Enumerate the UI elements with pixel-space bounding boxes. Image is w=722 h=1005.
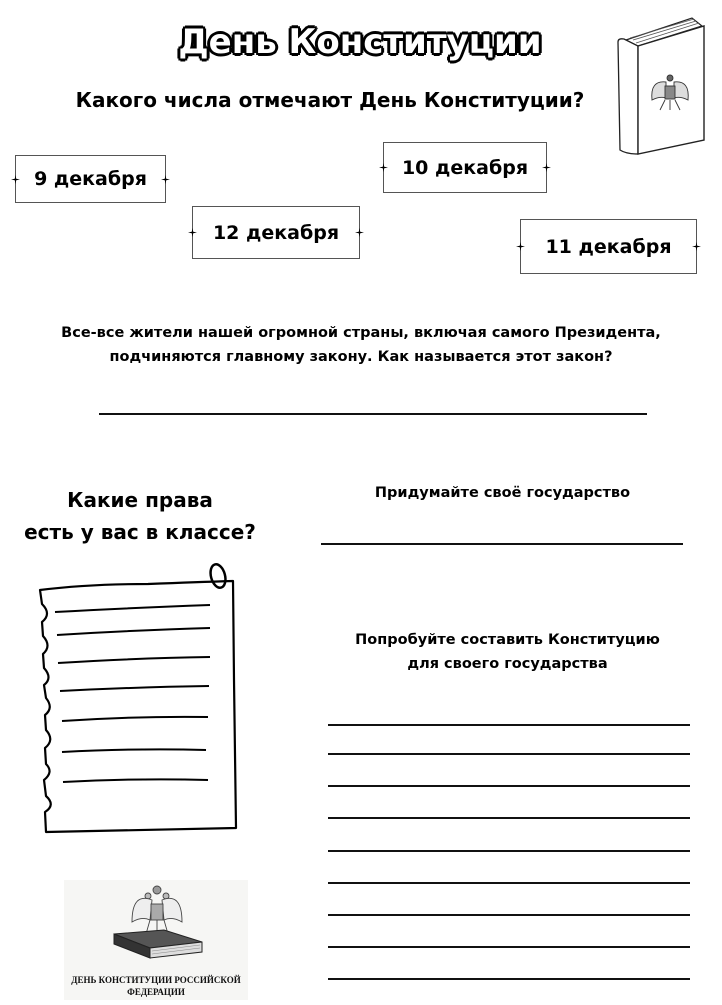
constitution-heading xyxy=(320,628,695,676)
coat-of-arms-icon xyxy=(102,882,212,964)
rights-heading xyxy=(10,484,270,548)
law-question xyxy=(40,321,682,369)
sparkle-icon xyxy=(11,175,20,184)
answer-option-11-december[interactable] xyxy=(520,219,697,274)
constitution-line[interactable] xyxy=(328,724,690,726)
sparkle-icon xyxy=(355,228,364,237)
sparkle-icon xyxy=(379,163,388,172)
law-answer-line[interactable] xyxy=(99,413,647,415)
answer-option-9-december[interactable] xyxy=(15,155,166,203)
law-question-line-1: Все-все жители нашей огромной страны, включая самого Президента, xyxy=(61,325,661,341)
law-question-line-2: подчиняются главному закону. Как называется этот закон? xyxy=(109,349,613,365)
sparkle-icon xyxy=(161,175,170,184)
constitution-line[interactable] xyxy=(328,785,690,787)
answer-option-10-december[interactable] xyxy=(383,142,547,193)
state-heading: Придумайте своё государство xyxy=(374,485,631,501)
constitution-heading-line-2: для своего государства xyxy=(407,656,608,672)
constitution-book-icon xyxy=(612,12,712,157)
answer-option-12-december[interactable] xyxy=(192,206,360,259)
answer-option-label: 10 декабря xyxy=(401,156,529,179)
constitution-line[interactable] xyxy=(328,850,690,852)
sparkle-icon xyxy=(516,242,525,251)
sparkle-icon xyxy=(188,228,197,237)
constitution-line[interactable] xyxy=(328,978,690,980)
emblem-caption xyxy=(64,974,248,998)
state-name-line[interactable] xyxy=(321,543,683,545)
page-title: День Конституции xyxy=(178,22,542,62)
quiz-question: Какого числа отмечают День Конституции? xyxy=(75,88,585,112)
rights-heading-line-1: Какие права xyxy=(67,488,213,512)
sparkle-icon xyxy=(692,242,701,251)
constitution-line[interactable] xyxy=(328,946,690,948)
answer-option-label: 9 декабря xyxy=(34,168,147,190)
constitution-line[interactable] xyxy=(328,882,690,884)
notepad-icon[interactable] xyxy=(28,560,248,840)
sparkle-icon xyxy=(542,163,551,172)
constitution-line[interactable] xyxy=(328,914,690,916)
constitution-line[interactable] xyxy=(328,817,690,819)
constitution-heading-line-1: Попробуйте составить Конституцию xyxy=(355,632,660,648)
answer-option-label: 12 декабря xyxy=(212,221,340,244)
constitution-line[interactable] xyxy=(328,753,690,755)
constitution-day-emblem-image xyxy=(64,880,248,1000)
rights-heading-line-2: есть у вас в классе? xyxy=(24,520,256,544)
answer-option-label: 11 декабря xyxy=(545,235,672,258)
emblem-caption-line-2: ФЕДЕРАЦИИ xyxy=(127,987,185,997)
emblem-caption-line-1: ДЕНЬ КОНСТИТУЦИИ РОССИЙСКОЙ xyxy=(71,975,241,985)
